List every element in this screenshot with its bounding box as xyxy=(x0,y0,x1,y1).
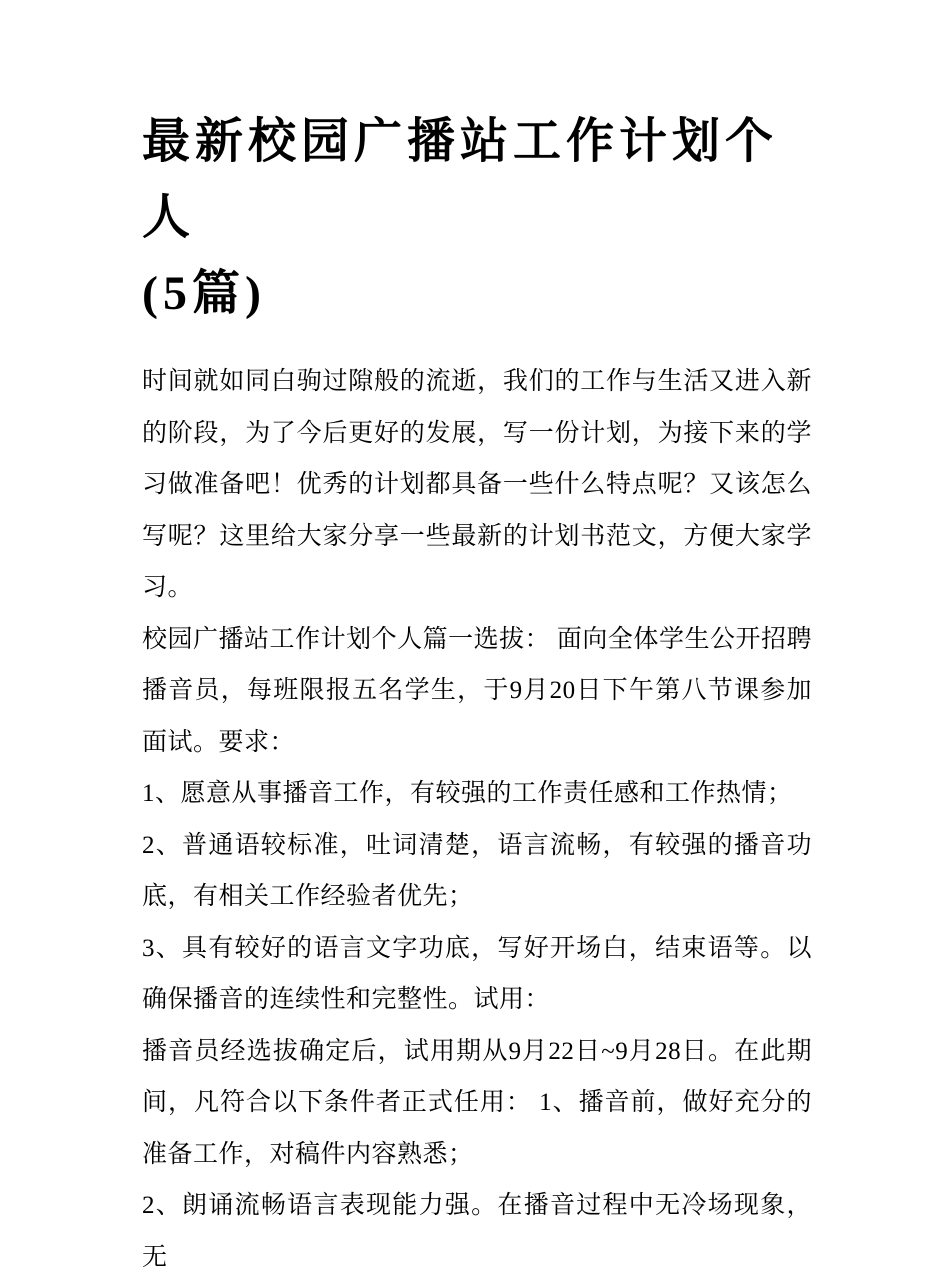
paragraph-trial-condition-2: 2、朗诵流畅语言表现能力强。在播音过程中无冷场现象，无 xyxy=(142,1192,812,1271)
document-title-line-2: (5篇) xyxy=(142,267,266,320)
paragraph-requirement-3: 3、具有较好的语言文字功底，写好开场白，结束语等。以确保播音的连续性和完整性。试用： xyxy=(142,934,812,1013)
paragraph-requirement-2: 2、普通语较标准，吐词清楚，语言流畅，有较强的播音功底，有相关工作经验者优先； xyxy=(142,831,812,910)
document-title-line-1: 最新校园广播站工作计划个人 xyxy=(142,115,779,244)
paragraph-section-1-selection: 校园广播站工作计划个人篇一选拔： 面向全体学生公开招聘播音员，每班限报五名学生，于9月20日下午第八节课参加面试。要求： xyxy=(142,625,812,756)
paragraph-trial-period: 播音员经选拔确定后，试用期从9月22日~9月28日。在此期间，凡符合以下条件者正式任用： 1、播音前，做好充分的准备工作，对稿件内容熟悉； xyxy=(142,1037,812,1168)
document-title xyxy=(142,104,812,332)
paragraph-requirement-1: 1、愿意从事播音工作，有较强的工作责任感和工作热情； xyxy=(142,780,793,807)
document-body xyxy=(142,356,812,1283)
paragraph-intro: 时间就如同白驹过隙般的流逝，我们的工作与生活又进入新的阶段，为了今后更好的发展，写一份计划，为接下来的学习做准备吧！优秀的计划都具备一些什么特点呢？又该怎么写呢？这里给大家分享一些最新的计划书范文，方便大家学习。 xyxy=(142,368,812,601)
